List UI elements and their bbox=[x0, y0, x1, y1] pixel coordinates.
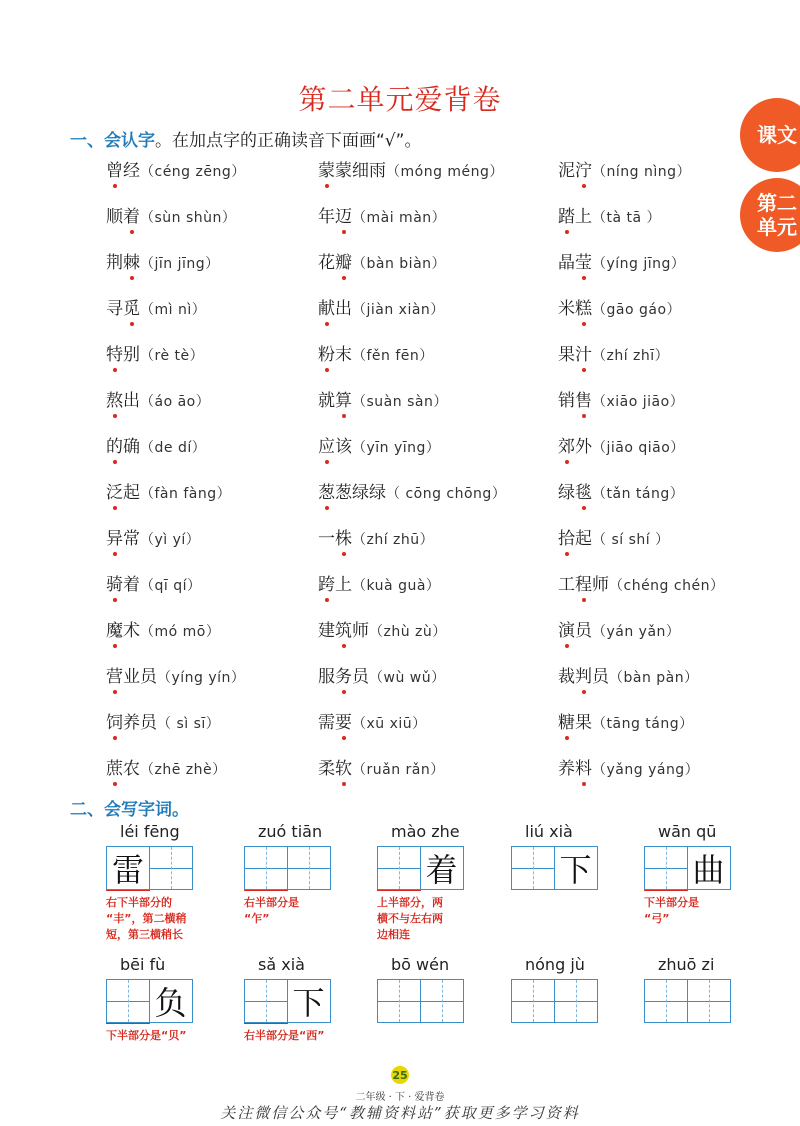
writing-hint: 右半部分是“西” bbox=[244, 1029, 325, 1042]
tianzige-grid bbox=[644, 979, 731, 1023]
word-item bbox=[318, 616, 447, 641]
word-text: 晶莹 bbox=[558, 253, 592, 273]
pinyin-options[interactable]: （zhí zhī） bbox=[592, 348, 670, 364]
section1-heading bbox=[70, 126, 421, 151]
word-item bbox=[106, 386, 210, 411]
word-text: 蒙蒙细雨 bbox=[318, 161, 386, 181]
side-tab-label: 第二 单元 bbox=[757, 191, 797, 239]
pinyin-options[interactable]: （bàn biàn） bbox=[352, 256, 447, 272]
model-character: 下 bbox=[288, 980, 330, 1022]
writing-item bbox=[106, 822, 193, 943]
pinyin-options[interactable]: （fàn fàng） bbox=[140, 486, 232, 502]
footer-watermark: 关注微信公众号“教辅资料站”获取更多学习资料 bbox=[220, 1104, 580, 1122]
pinyin-options[interactable]: （yǎng yáng） bbox=[592, 762, 700, 778]
word-item bbox=[318, 754, 445, 779]
pinyin-options[interactable]: （chéng chén） bbox=[609, 578, 725, 594]
word-text: 荆棘 bbox=[106, 253, 140, 273]
word-item bbox=[106, 616, 220, 641]
word-text: 顺着 bbox=[106, 207, 140, 227]
model-character: 下 bbox=[555, 847, 597, 889]
writing-box[interactable] bbox=[554, 979, 598, 1023]
pinyin-options[interactable]: （ sí shí ） bbox=[592, 532, 670, 548]
word-item bbox=[558, 754, 699, 779]
word-item bbox=[318, 294, 445, 319]
word-text: 果汁 bbox=[558, 345, 592, 365]
word-row bbox=[106, 340, 746, 386]
word-item bbox=[318, 386, 448, 411]
tianzige-grid bbox=[106, 979, 193, 1023]
side-tab-unit[interactable] bbox=[740, 178, 800, 252]
tianzige-grid bbox=[244, 846, 331, 890]
tianzige-grid bbox=[511, 846, 598, 890]
pinyin-options[interactable]: （mì nì） bbox=[140, 302, 207, 318]
tianzige-grid bbox=[511, 979, 598, 1023]
pinyin-options[interactable]: （jiàn xiàn） bbox=[352, 302, 445, 318]
pinyin-options[interactable]: （yíng jīng） bbox=[592, 256, 686, 272]
pinyin-options[interactable]: （jīn jīng） bbox=[140, 256, 220, 272]
writing-hint: 右下半部分的 “丰”，第二横稍 短，第三横稍长 bbox=[106, 896, 187, 941]
model-character: 着 bbox=[421, 847, 463, 889]
writing-hint: 上半部分，两 横不与左右两 边相连 bbox=[377, 896, 443, 941]
word-text: 年迈 bbox=[318, 207, 352, 227]
pinyin-options[interactable]: （qī qí） bbox=[140, 578, 202, 594]
pinyin-options[interactable]: （ sì sī） bbox=[157, 716, 221, 732]
word-text: 销售 bbox=[558, 391, 592, 411]
word-item bbox=[558, 570, 724, 595]
word-item bbox=[318, 432, 440, 457]
word-text: 绿毯 bbox=[558, 483, 592, 503]
word-item bbox=[558, 386, 684, 411]
word-row bbox=[106, 708, 746, 754]
pinyin-options[interactable]: （jiāo qiāo） bbox=[592, 440, 685, 456]
word-item bbox=[106, 202, 236, 227]
side-tab-label: 课文 bbox=[757, 123, 797, 147]
word-row bbox=[106, 156, 746, 202]
pinyin-options[interactable]: （bàn pàn） bbox=[609, 670, 699, 686]
word-text: 拾起 bbox=[558, 529, 592, 549]
pinyin-options[interactable]: （tāng táng） bbox=[592, 716, 694, 732]
writing-item bbox=[511, 822, 598, 890]
word-item bbox=[318, 340, 434, 365]
word-text: 寻觅 bbox=[106, 299, 140, 319]
writing-item bbox=[106, 955, 193, 1044]
writing-box[interactable] bbox=[420, 979, 464, 1023]
word-item bbox=[318, 662, 446, 687]
word-item bbox=[318, 156, 504, 181]
word-text: 魔术 bbox=[106, 621, 140, 641]
word-row bbox=[106, 432, 746, 478]
pinyin-options[interactable]: （tǎn táng） bbox=[592, 486, 685, 502]
word-item bbox=[106, 432, 206, 457]
writing-box[interactable] bbox=[149, 846, 193, 890]
pinyin-options[interactable]: （níng nìng） bbox=[592, 164, 691, 180]
writing-item bbox=[377, 822, 464, 943]
word-text: 异常 bbox=[106, 529, 140, 549]
writing-box[interactable] bbox=[106, 846, 150, 890]
word-text: 特别 bbox=[106, 345, 140, 365]
writing-box[interactable] bbox=[511, 979, 555, 1023]
writing-pinyin: liú xià bbox=[525, 822, 573, 841]
word-text: 献出 bbox=[318, 299, 352, 319]
writing-pinyin: mào zhe bbox=[391, 822, 460, 841]
section2-heading bbox=[70, 795, 189, 820]
word-item bbox=[106, 294, 206, 319]
pinyin-options[interactable]: （suàn sàn） bbox=[352, 394, 448, 410]
writing-pinyin: nóng jù bbox=[525, 955, 585, 974]
word-item bbox=[106, 570, 202, 595]
pinyin-options[interactable]: （de dí） bbox=[140, 440, 207, 456]
section-name: 会认字 bbox=[104, 131, 155, 151]
writing-hint: 右半部分是 “乍” bbox=[244, 896, 299, 925]
tianzige-grid bbox=[377, 846, 464, 890]
pinyin-options[interactable]: （wù wǔ） bbox=[369, 670, 446, 686]
pinyin-options[interactable]: （céng zēng） bbox=[140, 164, 246, 180]
word-text: 建筑师 bbox=[318, 621, 369, 641]
word-item bbox=[106, 662, 245, 687]
word-text: 工程师 bbox=[558, 575, 609, 595]
word-row bbox=[106, 294, 746, 340]
pinyin-options[interactable]: （zhù zù） bbox=[369, 624, 447, 640]
word-text: 郊外 bbox=[558, 437, 592, 457]
pinyin-options[interactable]: （yán yǎn） bbox=[592, 624, 681, 640]
writing-item bbox=[644, 822, 731, 927]
word-text: 的确 bbox=[106, 437, 140, 457]
word-row bbox=[106, 754, 746, 800]
model-character: 雷 bbox=[107, 847, 149, 889]
word-row bbox=[106, 662, 746, 708]
writing-box[interactable] bbox=[377, 846, 421, 890]
hint-underline bbox=[377, 890, 421, 891]
writing-box[interactable] bbox=[554, 846, 598, 890]
word-text: 粉末 bbox=[318, 345, 352, 365]
writing-item bbox=[644, 955, 731, 1023]
pinyin-options[interactable]: （móng méng） bbox=[386, 164, 504, 180]
word-item bbox=[558, 432, 685, 457]
writing-box[interactable] bbox=[149, 979, 193, 1023]
tianzige-grid bbox=[244, 979, 331, 1023]
side-tab-lesson[interactable] bbox=[740, 98, 800, 172]
writing-box[interactable] bbox=[377, 979, 421, 1023]
footer-subtitle: 二年级 · 下 · 爱背卷 bbox=[355, 1092, 445, 1103]
word-item bbox=[106, 708, 220, 733]
model-character: 负 bbox=[150, 980, 192, 1022]
pinyin-options[interactable]: （xiāo jiāo） bbox=[592, 394, 685, 410]
pinyin-options[interactable]: （ruǎn rǎn） bbox=[352, 762, 445, 778]
word-text: 骑着 bbox=[106, 575, 140, 595]
word-item bbox=[106, 340, 204, 365]
word-text: 踏上 bbox=[558, 207, 592, 227]
word-text: 葱葱绿绿 bbox=[318, 483, 386, 503]
word-row bbox=[106, 202, 746, 248]
writing-box[interactable] bbox=[106, 979, 150, 1023]
word-text: 曾经 bbox=[106, 161, 140, 181]
writing-item bbox=[511, 955, 598, 1023]
word-row bbox=[106, 524, 746, 570]
word-item bbox=[106, 478, 231, 503]
word-item bbox=[558, 478, 684, 503]
word-item bbox=[558, 662, 699, 687]
section-number: 二、 bbox=[70, 800, 104, 820]
writing-box[interactable] bbox=[687, 846, 731, 890]
writing-pinyin: zuó tiān bbox=[258, 822, 323, 841]
word-item bbox=[318, 478, 506, 503]
pinyin-options[interactable]: （zhē zhè） bbox=[140, 762, 227, 778]
writing-hint: 下半部分是“贝” bbox=[106, 1029, 187, 1042]
section-number: 一、 bbox=[70, 131, 104, 151]
word-text: 花瓣 bbox=[318, 253, 352, 273]
word-text: 养料 bbox=[558, 759, 592, 779]
writing-box[interactable] bbox=[644, 979, 688, 1023]
word-item bbox=[106, 754, 227, 779]
writing-pinyin: bēi fù bbox=[120, 955, 166, 974]
reading-words-grid bbox=[106, 156, 746, 800]
writing-item bbox=[377, 955, 464, 1023]
word-item bbox=[558, 524, 670, 549]
tianzige-grid bbox=[644, 846, 731, 890]
word-item bbox=[106, 248, 220, 273]
word-item bbox=[558, 708, 694, 733]
word-item bbox=[558, 616, 680, 641]
word-item bbox=[318, 570, 440, 595]
writing-box[interactable] bbox=[287, 979, 331, 1023]
writing-box[interactable] bbox=[244, 846, 288, 890]
hint-underline bbox=[644, 890, 688, 891]
writing-box[interactable] bbox=[511, 846, 555, 890]
writing-pinyin: wān qū bbox=[658, 822, 717, 841]
writing-pinyin: bō wén bbox=[391, 955, 450, 974]
word-item bbox=[106, 524, 200, 549]
hint-underline bbox=[106, 1023, 150, 1024]
word-text: 跨上 bbox=[318, 575, 352, 595]
word-text: 柔软 bbox=[318, 759, 352, 779]
pinyin-options[interactable]: （yíng yín） bbox=[157, 670, 246, 686]
writing-pinyin: zhuō zi bbox=[658, 955, 715, 974]
word-text: 一株 bbox=[318, 529, 352, 549]
writing-box[interactable] bbox=[420, 846, 464, 890]
section-instruction: 。在加点字的正确读音下面画“√”。 bbox=[155, 131, 422, 151]
word-row bbox=[106, 478, 746, 524]
word-item bbox=[558, 340, 669, 365]
writing-pinyin: léi fēng bbox=[120, 822, 180, 841]
writing-box[interactable] bbox=[687, 979, 731, 1023]
pinyin-options[interactable]: （yì yí） bbox=[140, 532, 201, 548]
word-item bbox=[558, 294, 681, 319]
page-number: 25 bbox=[391, 1066, 409, 1084]
hint-underline bbox=[244, 1023, 288, 1024]
word-text: 裁判员 bbox=[558, 667, 609, 687]
pinyin-options[interactable]: （tà tā ） bbox=[592, 210, 662, 226]
word-text: 需要 bbox=[318, 713, 352, 733]
page-title: 第二单元爱背卷 bbox=[298, 83, 502, 116]
writing-box[interactable] bbox=[244, 979, 288, 1023]
word-item bbox=[318, 202, 446, 227]
writing-box[interactable] bbox=[644, 846, 688, 890]
writing-item bbox=[244, 955, 331, 1044]
word-text: 糖果 bbox=[558, 713, 592, 733]
pinyin-options[interactable]: （sùn shùn） bbox=[140, 210, 237, 226]
word-text: 饲养员 bbox=[106, 713, 157, 733]
word-text: 蔗农 bbox=[106, 759, 140, 779]
pinyin-options[interactable]: （xū xiū） bbox=[352, 716, 427, 732]
word-text: 泥泞 bbox=[558, 161, 592, 181]
word-text: 应该 bbox=[318, 437, 352, 457]
writing-box[interactable] bbox=[287, 846, 331, 890]
hint-underline bbox=[244, 890, 288, 891]
pinyin-options[interactable]: （kuà guà） bbox=[352, 578, 441, 594]
word-item bbox=[318, 248, 446, 273]
pinyin-options[interactable]: （gāo gáo） bbox=[592, 302, 682, 318]
writing-hint: 下半部分是 “弓” bbox=[644, 896, 699, 925]
tianzige-grid bbox=[377, 979, 464, 1023]
word-row bbox=[106, 570, 746, 616]
word-item bbox=[558, 156, 691, 181]
pinyin-options[interactable]: （áo āo） bbox=[140, 394, 211, 410]
pinyin-options[interactable]: （yīn yīng） bbox=[352, 440, 441, 456]
pinyin-options[interactable]: （fěn fēn） bbox=[352, 348, 434, 364]
word-row bbox=[106, 386, 746, 432]
word-item bbox=[318, 708, 427, 733]
model-character: 曲 bbox=[688, 847, 730, 889]
word-text: 演员 bbox=[558, 621, 592, 641]
tianzige-grid bbox=[106, 846, 193, 890]
word-item bbox=[318, 524, 434, 549]
writing-pinyin: sǎ xià bbox=[258, 955, 305, 974]
word-text: 营业员 bbox=[106, 667, 157, 687]
section-name: 会写字词。 bbox=[104, 800, 189, 820]
pinyin-options[interactable]: （ cōng chōng） bbox=[386, 486, 507, 502]
word-item bbox=[106, 156, 246, 181]
word-text: 米糕 bbox=[558, 299, 592, 319]
word-row bbox=[106, 616, 746, 662]
word-text: 泛起 bbox=[106, 483, 140, 503]
writing-item bbox=[244, 822, 331, 927]
pinyin-options[interactable]: （mó mō） bbox=[140, 624, 221, 640]
pinyin-options[interactable]: （mài màn） bbox=[352, 210, 447, 226]
word-item bbox=[558, 202, 661, 227]
word-text: 熬出 bbox=[106, 391, 140, 411]
word-item bbox=[558, 248, 685, 273]
word-text: 服务员 bbox=[318, 667, 369, 687]
pinyin-options[interactable]: （zhí zhū） bbox=[352, 532, 435, 548]
word-row bbox=[106, 248, 746, 294]
pinyin-options[interactable]: （rè tè） bbox=[140, 348, 205, 364]
word-text: 就算 bbox=[318, 391, 352, 411]
